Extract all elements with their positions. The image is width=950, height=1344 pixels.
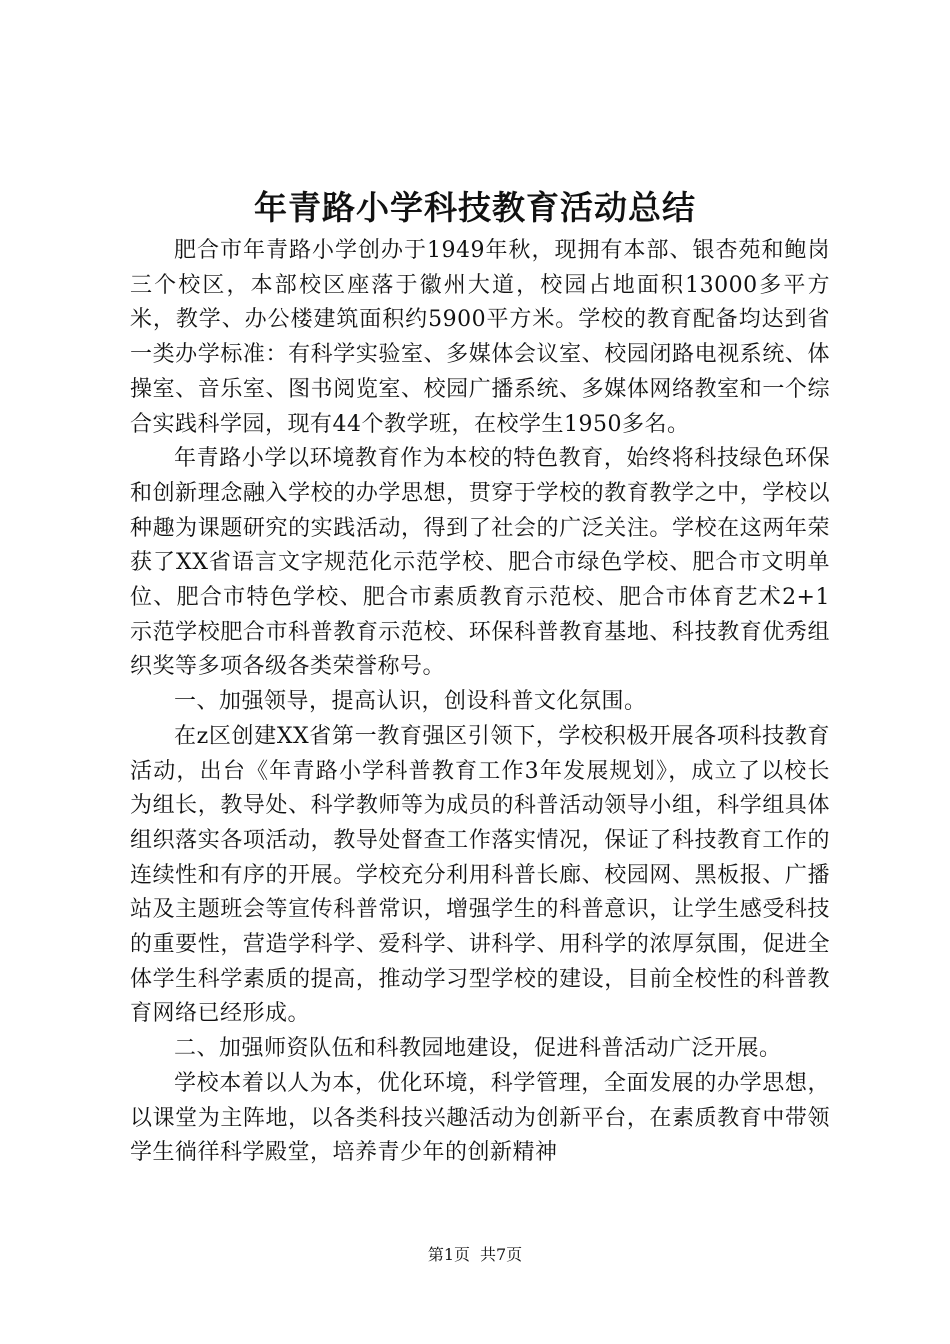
section-heading-2: 二、加强师资队伍和科教园地建设，促进科普活动广泛开展。 bbox=[174, 1036, 782, 1062]
document-body bbox=[130, 234, 830, 1171]
paragraph-section-1: 在z区创建XX省第一教育强区引领下，学校积极开展各项科技教育活动，出台《年青路小学科普教育工作3年发展规划》，成立了以校长为组长，教导处、科学教师等为成员的科普活动领导小组，科学组具体组织落实各项活动，教导处督查工作落实情况，保证了科技教育工作的连续性和有序的开展。学校充分利用科普长廊、校园网、黑板报、广播站及主题班会等宣传科普常识，增强学生的科普意识，让学生感受科技的重要性，营造学科学、爱科学、讲科学、用科学的浓厚氛围，促进全体学生科学素质的提高，推动学习型学校的建设，目前全校性的科普教育网络已经形成。 bbox=[130, 723, 830, 1027]
page-footer bbox=[0, 1244, 950, 1266]
page-total: 共7页 bbox=[480, 1245, 523, 1264]
paragraph-intro: 肥合市年青路小学创办于1949年秋，现拥有本部、银杏苑和鲍岗三个校区，本部校区座落于徽州大道，校园占地面积13000多平方米，教学、办公楼建筑面积约5900平方米。学校的教育配备均达到省一类办学标准：有科学实验室、多媒体会议室、校园闭路电视系统、体操室、音乐室、图书阅览室、校园广播系统、多媒体网络教室和一个综合实践科学园，现有44个教学班，在校学生1950多名。 bbox=[130, 238, 830, 437]
paragraph-honors: 年青路小学以环境教育作为本校的特色教育，始终将科技绿色环保和创新理念融入学校的办学思想，贯穿于学校的教育教学之中，学校以种趣为课题研究的实践活动，得到了社会的广泛关注。学校在这两年荣获了XX省语言文字规范化示范学校、肥合市绿色学校、肥合市文明单位、肥合市特色学校、肥合市素质教育示范校、肥合市体育艺术2+1示范学校肥合市科普教育示范校、环保科普教育基地、科技教育优秀组织奖等多项各级各类荣誉称号。 bbox=[130, 446, 830, 680]
page-number: 第1页 bbox=[427, 1245, 470, 1264]
section-heading-1: 一、加强领导，提高认识，创设科普文化氛围。 bbox=[174, 689, 647, 715]
document-title: 年青路小学科技教育活动总结 bbox=[254, 188, 696, 227]
paragraph-section-2: 学校本着以人为本，优化环境，科学管理，全面发展的办学思想，以课堂为主阵地，以各类科技兴趣活动为创新平台，在素质教育中带领学生徜徉科学殿堂，培养青少年的创新精神 bbox=[130, 1070, 830, 1166]
